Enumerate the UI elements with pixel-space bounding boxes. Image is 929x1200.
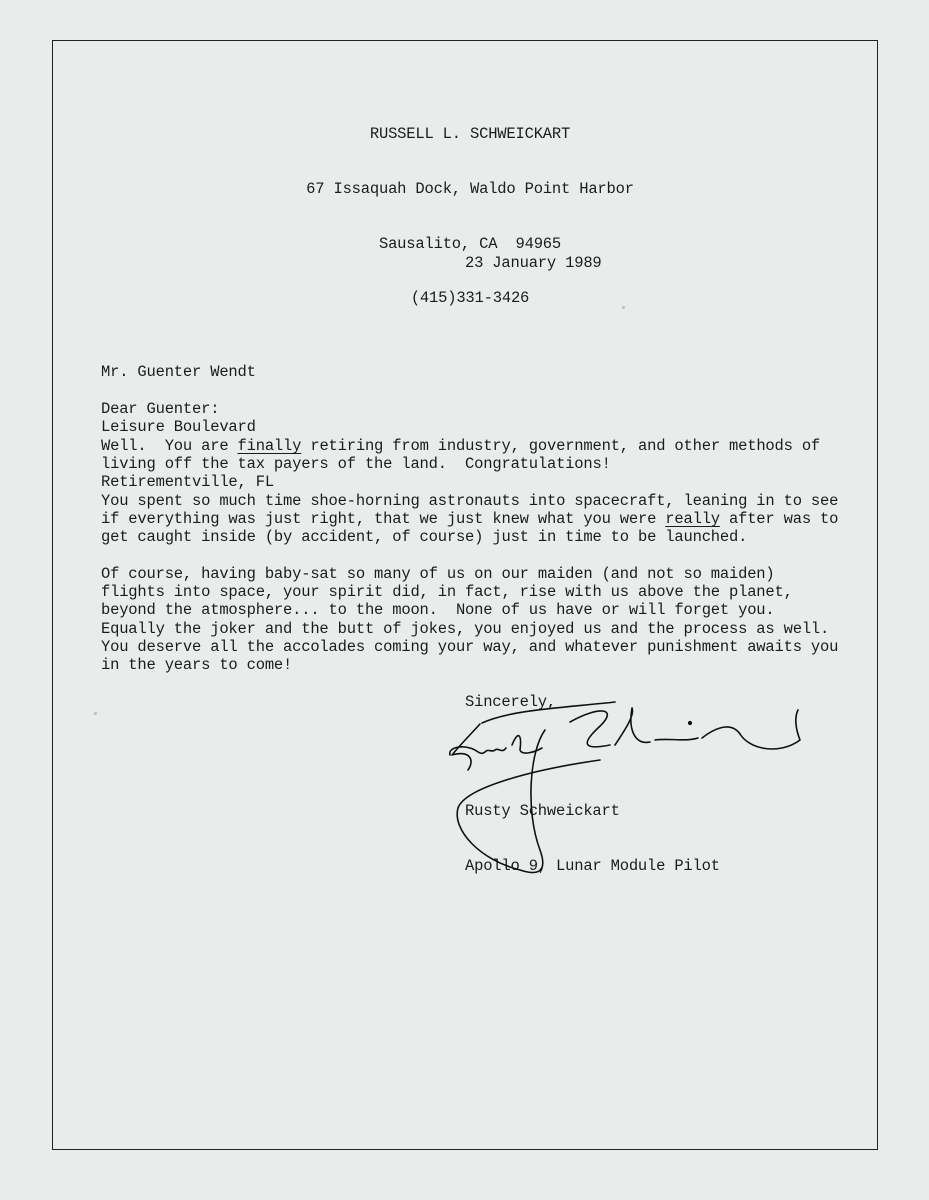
salutation: Dear Guenter: xyxy=(101,400,220,418)
paper-speck xyxy=(622,306,625,309)
body-paragraph-3 xyxy=(101,565,838,674)
body-paragraph-1 xyxy=(101,437,820,473)
body-line: You spent so much time shoe-horning astronauts into spacecraft, leaning in to see xyxy=(101,492,839,510)
recipient-city: Retirementville, FL xyxy=(101,472,274,491)
body-line: You deserve all the accolades coming your way, and whatever punishment awaits you xyxy=(101,637,839,656)
body-line: Equally the joker and the butt of jokes, you enjoyed us and the process as well. xyxy=(101,619,830,638)
letterhead-address: 67 Issaquah Dock, Waldo Point Harbor xyxy=(306,180,634,199)
recipient-name: Mr. Guenter Wendt xyxy=(101,363,256,382)
underlined-word: really xyxy=(665,510,720,529)
body-line: in the years to come! xyxy=(101,656,293,675)
body-line: flights into space, your spirit did, in fact, rise with us above the planet, xyxy=(101,583,793,602)
handwritten-signature xyxy=(440,690,820,880)
underlined-word: finally xyxy=(237,437,302,455)
closing: Sincerely, xyxy=(465,693,557,711)
paper-speck xyxy=(94,712,97,715)
body-line: Of course, having baby-sat so many of us on our maiden (and not so maiden) xyxy=(101,565,775,583)
body-line: living off the tax payers of the land. Congratulations! xyxy=(101,455,611,474)
body-line: if everything was just right, that we just knew what you were really after was to xyxy=(101,510,839,529)
body-line: get caught inside (by accident, of course) just in time to be launched. xyxy=(101,528,748,547)
body-paragraph-2 xyxy=(101,492,838,547)
body-line: Well. You are finally retiring from industry, government, and other methods of xyxy=(101,437,821,455)
letterhead-phone: (415)331-3426 xyxy=(410,289,530,308)
letterhead-city: Sausalito, CA 94965 xyxy=(378,234,562,253)
letterhead xyxy=(305,89,635,326)
body-line: beyond the atmosphere... to the moon. None of us have or will forget you. xyxy=(101,601,775,620)
signer-title: Apollo 9, Lunar Module Pilot xyxy=(465,857,720,876)
letterhead-name: RUSSELL L. SCHWEICKART xyxy=(369,125,571,144)
signer-name: Rusty Schweickart xyxy=(465,802,620,821)
letter-date: 23 January 1989 xyxy=(465,254,602,272)
recipient-street: Leisure Boulevard xyxy=(101,418,256,437)
